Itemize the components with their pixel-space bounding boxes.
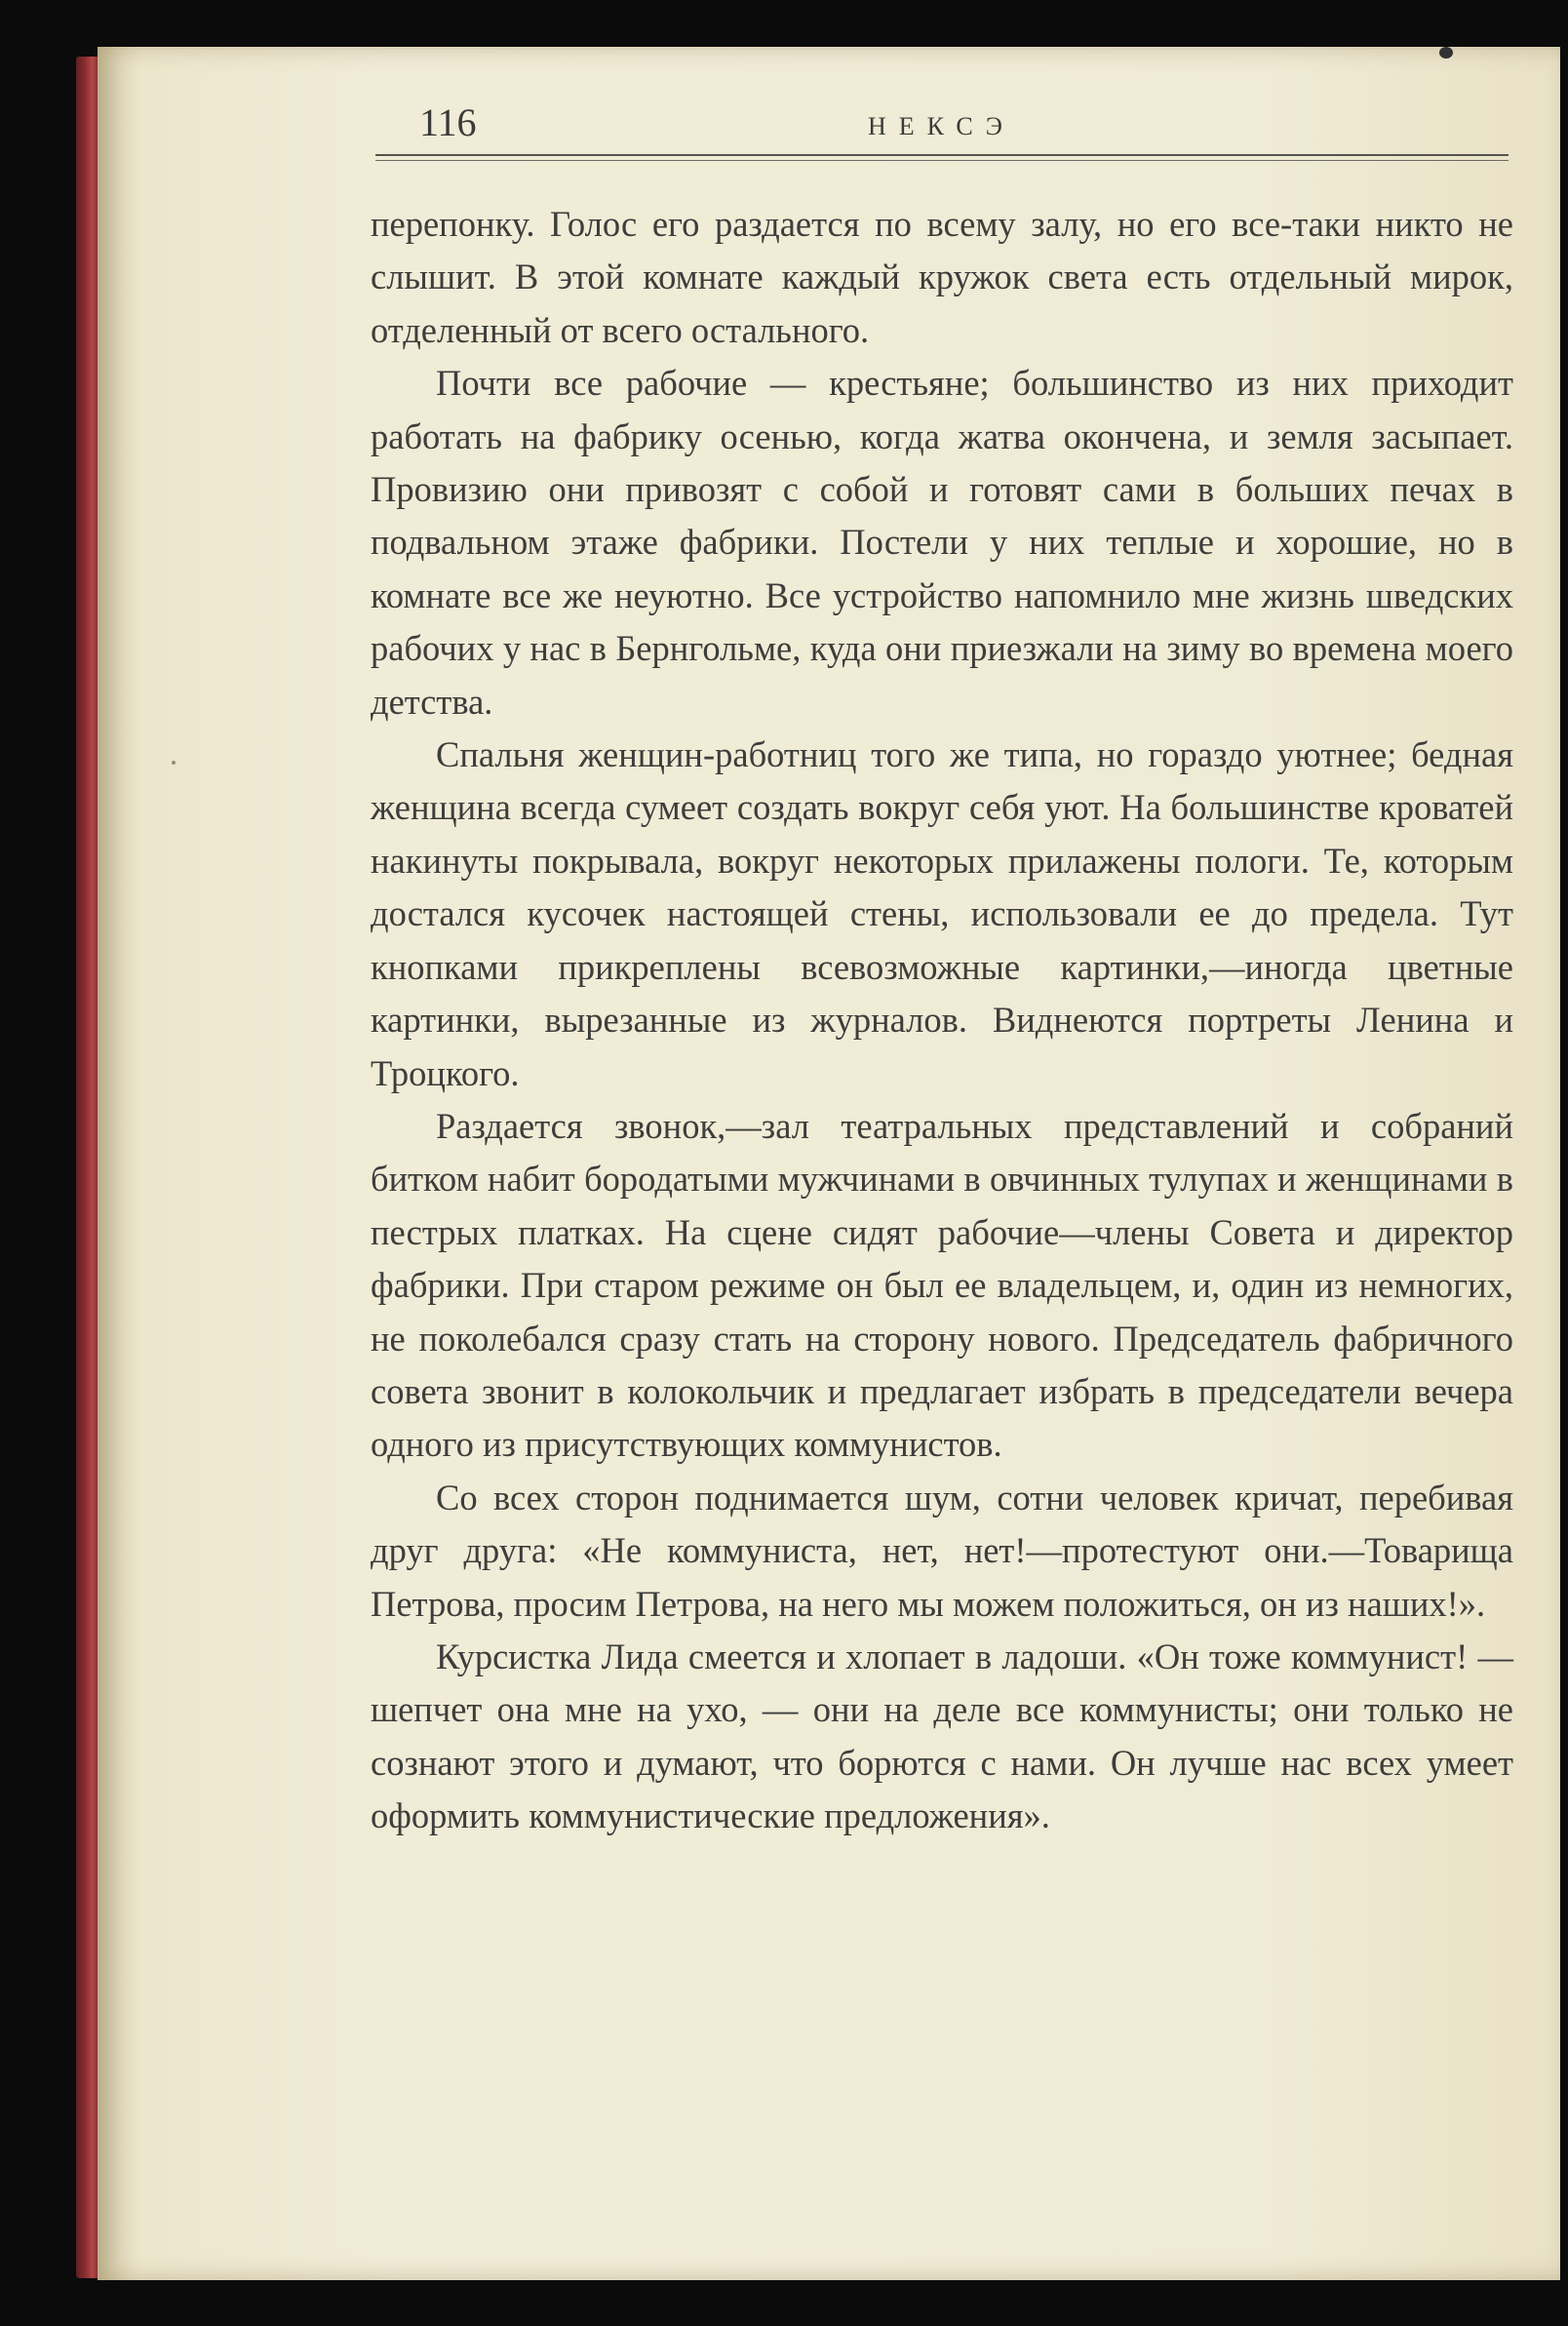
body-text [371, 198, 1513, 1843]
book-spine-edge [76, 57, 99, 2278]
paragraph: Спальня женщин-работниц того же типа, но гораздо уютнее; бедная женщина всегда сумеет создать вокруг себя уют. На большинстве кроватей накинуты покрывала, вокруг некоторых прилажены пологи. Те, которым достался кусочек настоящей стены, использовали ее до предела. Тут кнопками прикреплены всевозможные картинки,—иногда цветные картинки, вырезанные из журналов. Виднеются портреты Ленина и Троцкого. [371, 734, 1513, 1093]
running-head: НЕКСЭ [868, 112, 1015, 140]
page-number: 116 [419, 100, 477, 144]
ink-speck [172, 761, 176, 765]
paragraph: Раздается звонок,—зал театральных представлений и собраний битком набит бородатыми мужчинами в овчинных тулупах и женщинами в пестрых платках. На сцене сидят рабочие—члены Совета и директор фабрики. При старом режиме он был ее владельцем, и, один из немногих, не поколебался сразу стать на сторону нового. Председатель фабричного совета звонит в колокольчик и предлагает избрать в председатели вечера одного из присутствующих коммунистов. [371, 1105, 1513, 1465]
paragraph: Почти все рабочие — крестьяне; большинство из них приходит работать на фабрику осенью, когда жатва окончена, и земля засыпает. Провизию они привозят с собой и готовят сами в больших печах в подвальном этаже фабрики. Постели у них теплые и хорошие, но в комнате все же неуютно. Все устройство напомнило мне жизнь шведских рабочих у нас в Бернгольме, куда они приезжали на зиму во времена моего детства. [371, 363, 1513, 722]
paragraph: перепонку. Голос его раздается по всему залу, но его все-таки никто не слышит. В этой комнате каждый кружок света есть отдельный мирок, отделенный от всего остального. [371, 204, 1513, 350]
paragraph: Курсистка Лида смеется и хлопает в ладоши. «Он тоже коммунист! — шепчет она мне на ухо, — они на деле все коммунисты; они только не сознают этого и думают, что борются с нами. Он лучше нас всех умеет оформить коммунистические предложения». [371, 1636, 1513, 1836]
ink-speck [1439, 47, 1453, 59]
paragraph: Со всех сторон поднимается шум, сотни человек кричат, перебивая друг друга: «Не коммуниста, нет, нет!—протестуют они.—Товарища Петрова, просим Петрова, на него мы можем положиться, он из наших!». [371, 1477, 1513, 1624]
header-rule [375, 154, 1509, 161]
page-header [322, 99, 1507, 158]
